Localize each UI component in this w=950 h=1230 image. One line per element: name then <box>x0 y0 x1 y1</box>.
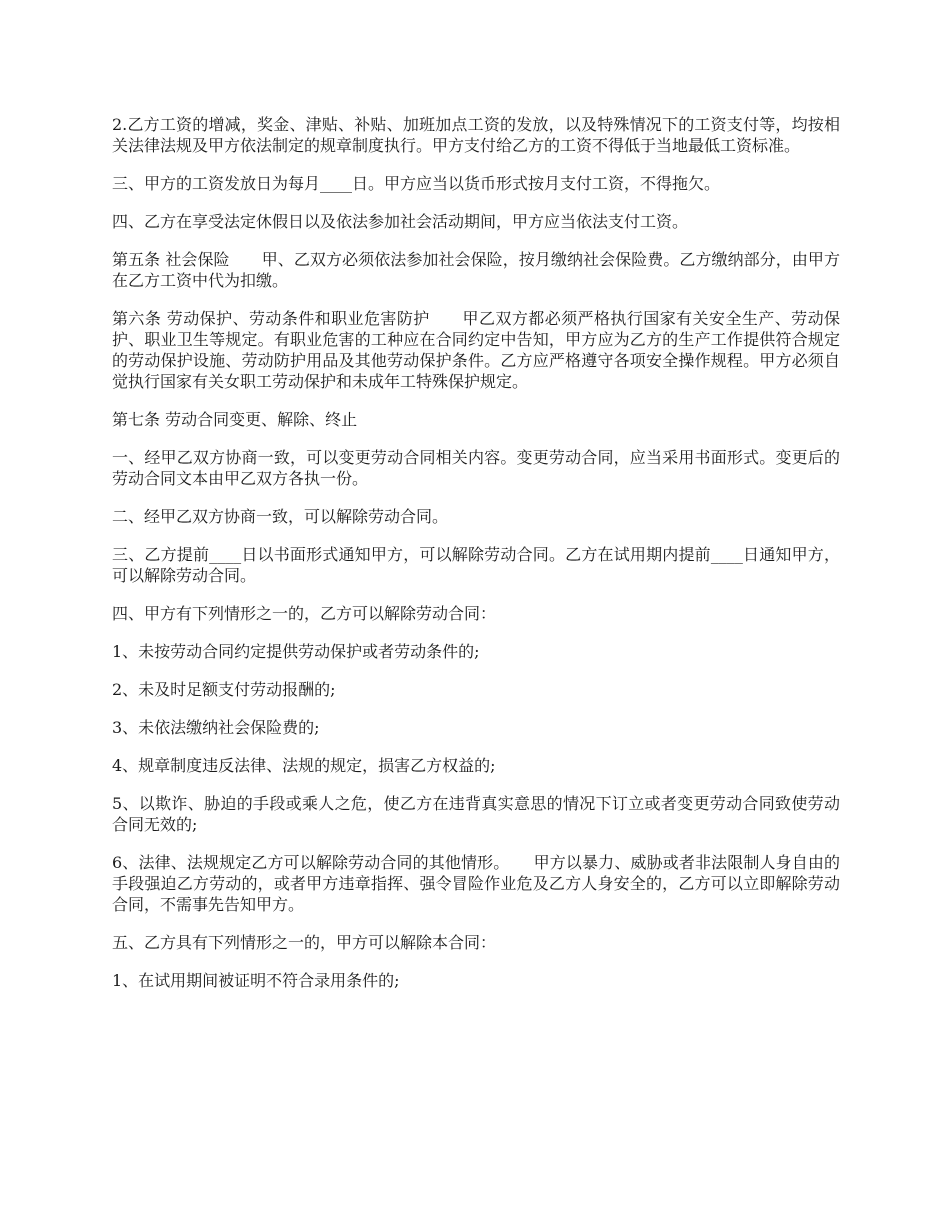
paragraph-employer-termination-heading: 五、乙方具有下列情形之一的，甲方可以解除本合同： <box>112 933 497 952</box>
list-item: 5、以欺诈、胁迫的手段或乘人之危，使乙方在违背真实意思的情况下订立或者变更劳动合同致使劳动合同无效的; <box>112 794 840 834</box>
list-item: 4、规章制度违反法律、法规的规定，损害乙方权益的; <box>112 756 496 775</box>
list-item: 1、在试用期间被证明不符合录用条件的; <box>112 971 400 990</box>
paragraph-article-5-social-insurance: 第五条 社会保险 甲、乙双方必须依法参加社会保险，按月缴纳社会保险费。乙方缴纳部分，由甲方在乙方工资中代为扣缴。 <box>112 250 840 290</box>
paragraph-mutual-termination: 二、经甲乙双方协商一致，可以解除劳动合同。 <box>112 507 449 526</box>
list-item: 6、法律、法规规定乙方可以解除劳动合同的其他情形。 甲方以暴力、威胁或者非法限制人身自由的手段强迫乙方劳动的，或者甲方违章指挥、强令冒险作业危及乙方人身安全的，乙方可以立即解除劳动合同，不需事先告知甲方。 <box>112 853 840 914</box>
paragraph-article-6-labor-protection: 第六条 劳动保护、劳动条件和职业危害防护 甲乙双方都必须严格执行国家有关安全生产、劳动保护、职业卫生等规定。有职业危害的工种应在合同约定中告知，甲方应为乙方的生产工作提供符合规定的劳动保护设施、劳动防护用品及其他劳动保护条件。乙方应严格遵守各项安全操作规程。甲方必须自觉执行国家有关女职工劳动保护和未成年工特殊保护规定。 <box>112 309 840 391</box>
paragraph-contract-change: 一、经甲乙双方协商一致，可以变更劳动合同相关内容。变更劳动合同，应当采用书面形式。变更后的劳动合同文本由甲乙双方各执一份。 <box>112 448 840 488</box>
paragraph-employee-termination-heading: 四、甲方有下列情形之一的，乙方可以解除劳动合同： <box>112 604 497 623</box>
paragraph-holiday-pay: 四、乙方在享受法定休假日以及依法参加社会活动期间，甲方应当依法支付工资。 <box>112 212 689 231</box>
list-item: 1、未按劳动合同约定提供劳动保护或者劳动条件的; <box>112 642 480 661</box>
paragraph-payday: 三、甲方的工资发放日为每月____日。甲方应当以货币形式按月支付工资，不得拖欠。 <box>112 174 721 193</box>
list-item: 2、未及时足额支付劳动报酬的; <box>112 680 336 699</box>
paragraph-salary-adjustment: 2.乙方工资的增减，奖金、津贴、补贴、加班加点工资的发放，以及特殊情况下的工资支付等，均按相关法律法规及甲方依法制定的规章制度执行。甲方支付给乙方的工资不得低于当地最低工资标准。 <box>112 115 840 155</box>
document-body <box>112 114 840 1008</box>
paragraph-article-7-heading: 第七条 劳动合同变更、解除、终止 <box>112 410 358 429</box>
list-item: 3、未依法缴纳社会保险费的; <box>112 718 320 737</box>
paragraph-notice-termination: 三、乙方提前____日以书面形式通知甲方，可以解除劳动合同。乙方在试用期内提前____日通知甲方，可以解除劳动合同。 <box>112 545 840 585</box>
